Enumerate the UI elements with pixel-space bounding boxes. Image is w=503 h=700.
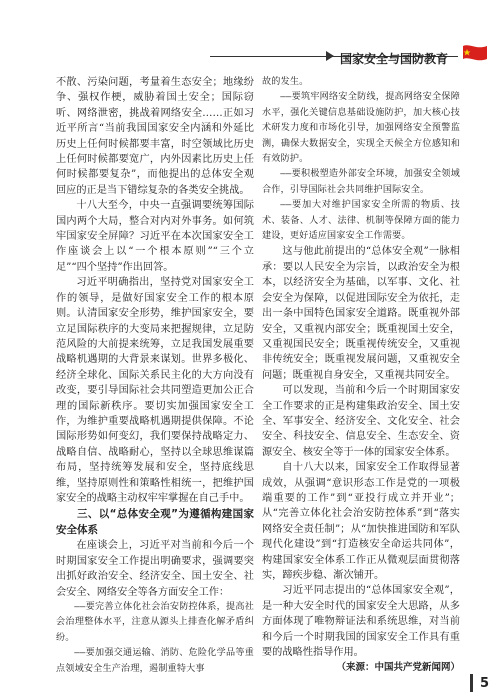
paragraph: 自十八大以来，国家安全工作取得显著成效，从强调“意识形态工作是党的一项极端重要的工作”到“亚投行成立并开业”；从“完善立体化社会治安防控体系”到“落实网络安全责任制”；从“加快推进国防和军队现代化建设”到“打造核安全命运共同体”，构建国家安全体系工作正从微观层面贯彻落实，蹄疾步稳、渐次铺开。	[262, 462, 460, 581]
right-column	[262, 75, 460, 676]
section-title: 三、以“总体安全观”为遵循构建国家安全体系	[56, 508, 254, 537]
page-number-marker	[470, 674, 473, 692]
paragraph: 十八大至今，中央一直强调要统筹国际国内两个大局，整合对内对外事务。如何筑牢国家安全屏障？习近平在本次国家安全工作座谈会上以“一个根本原则”“三个立足”“四个坚持”作出回答。	[56, 200, 254, 273]
paragraph: 习近平同志提出的“总体国家安全观”，是一种大安全时代的国家安全大思路，从多方面体现了唯物辩证法和系统思维，对当前和今后一个时期我国的国家安全工作具有重要的战略性指导作用。	[262, 585, 460, 659]
paragraph: 可以发现，当前和今后一个时期国家安全工作要求的正是构建集政治安全、国土安全、军事安全、经济安全、文化安全、社会安全、科技安全、信息安全、生态安全、资源安全、核安全等于一体的国家安全体系。	[262, 385, 460, 458]
page-number: 5	[480, 676, 490, 691]
page-header	[0, 0, 503, 66]
paragraph: 这与他此前提出的“总体安全观”一脉相承：要以人民安全为宗旨，以政治安全为根本，以经济安全为基础，以军事、文化、社会安全为保障，以促进国际安全为依托，走出一条中国特色国家安全道路。既重视外部安全，又重视内部安全；既重视国土安全，又重视国民安全；既重视传统安全，又重视非传统安全；既重视发展问题，又重视安全问题；既重视自身安全，又重视共同安全。	[262, 246, 460, 381]
paragraph: 在座谈会上，习近平对当前和今后一个时期国家安全工作提出明确要求，强调要突出抓好政治安全、经济安全、国土安全、社会安全、网络安全等各方面安全工作：	[56, 540, 254, 598]
paragraph: 不散、污染问题，考量着生态安全；地缘纷争、强权作梗，威胁着国土安全；国际窃听、网络泄密，挑战着网络安全……正如习近平所言“当前我国国家安全内涵和外延比历史上任何时候都要丰富，时空领域比历史上任何时候都要宽广，内外因素比历史上任何时候都要复杂”，而他提出的总体安全观回应的正是当下错综复杂的各类安全挑战。	[56, 77, 254, 196]
quote-paragraph: ——要筑牢网络安全防线，提高网络安全保障水平，强化关键信息基础设施防护，加大核心技术研发力度和市场化引导，加强网络安全预警监测，确保大数据安全，实现全天候全方位感知和有效防护。	[262, 92, 460, 165]
red-flag-icon	[462, 44, 488, 62]
header-title: 国家安全与国防教育	[340, 52, 449, 66]
quote-paragraph: ——要加强交通运输、消防、危险化学品等重点领域安全生产治理，遏制重特大事	[56, 648, 254, 674]
source-citation: （来源：中国共产党新闻网）	[336, 662, 460, 674]
paragraph: 习近平明确指出，坚持党对国家安全工作的领导，是做好国家安全工作的根本原则。认清国家安全形势，维护国家安全，要立足国际秩序的大变局来把握规律，立足防范风险的大前提来统筹，立足我国发展重要战略机遇期的大背景来谋划。世界多极化、经济全球化、国际关系民主化的大方向没有改变，要引导国际社会共同塑造更加公正合理的国际新秩序。要切实加强国家安全工作，为维护重要战略机遇期提供保障。不论国际形势如何变幻，我们要保持战略定力、战略自信、战略耐心，坚持以全球思维谋篇布局，坚持统筹发展和安全，坚持底线思维，坚持原则性和策略性相统一，把维护国家安全的战略主动权牢牢掌握在自己手中。	[56, 277, 254, 504]
quote-paragraph: ——要完善立体化社会治安防控体系，提高社会治理整体水平，注意从源头上排查化解矛盾纠纷。	[56, 602, 254, 643]
left-column	[56, 75, 254, 677]
quote-paragraph: 故的发生。	[262, 77, 309, 87]
header-arrow-icon	[326, 51, 334, 61]
quote-paragraph: ——要积极塑造外部安全环境，加强安全领域合作，引导国际社会共同维护国际安全。	[262, 169, 460, 195]
quote-paragraph: ——要加大对维护国家安全所需的物质、技术、装备、人才、法律、机制等保障方面的能力建设，更好适应国家安全工作需要。	[262, 200, 460, 242]
